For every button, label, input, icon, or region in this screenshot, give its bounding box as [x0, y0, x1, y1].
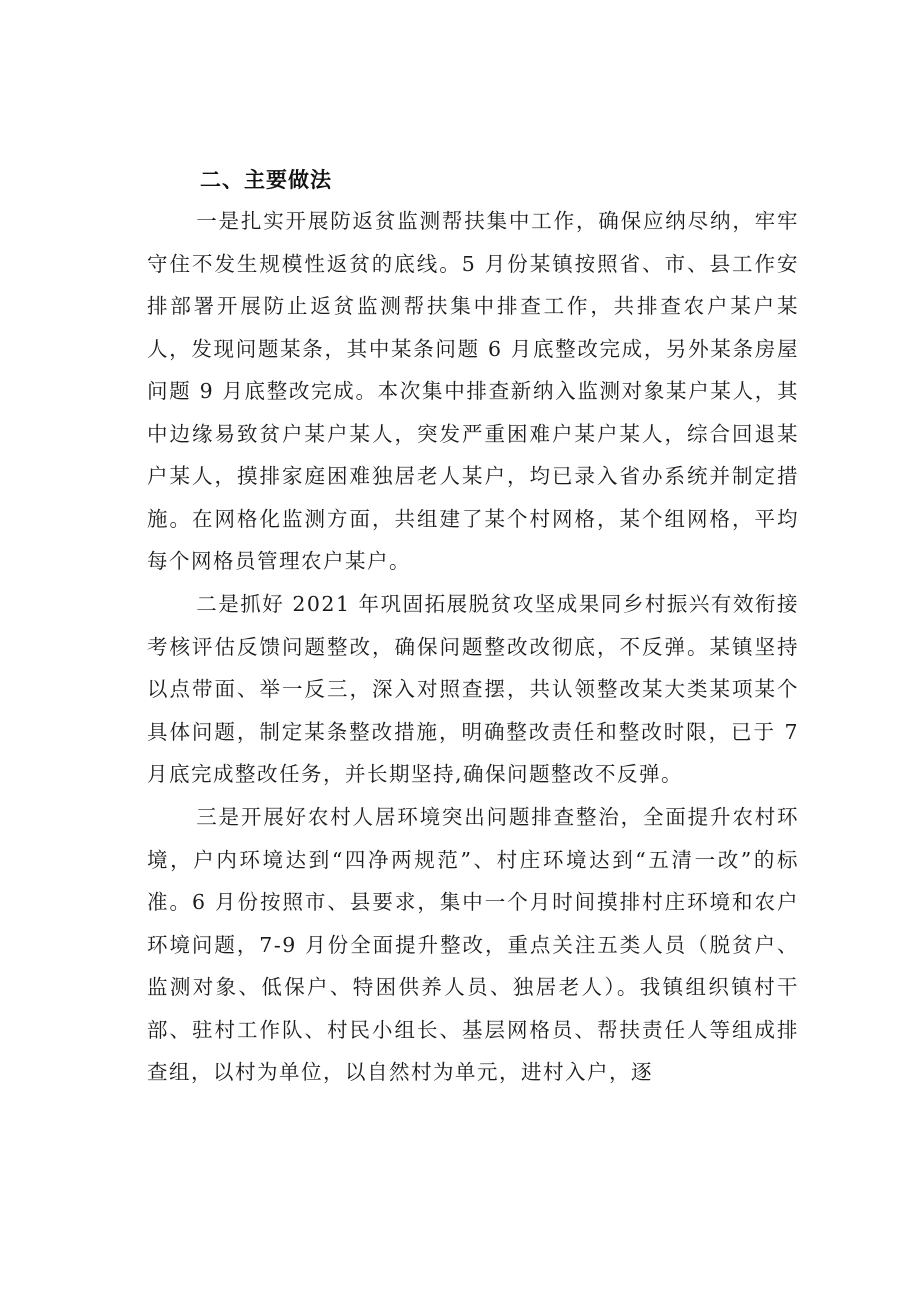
paragraph-monitoring: 一是扎实开展防返贫监测帮扶集中工作，确保应纳尽纳，牢牢守住不发生规模性返贫的底线。5 月份某镇按照省、市、县工作安排部署开展防止返贫监测帮扶集中排查工作，共排查农户某户某人，发现问题某条，其中某条问题 6 月底整改完成，另外某条房屋问题 9 月底整改完成。本次集中排查新纳入监测对象某户某人，其中边缘易致贫户某户某人，突发严重困难户某户某人，综合回退某户某人，摸排家庭困难独居老人某户，均已录入省办系统并制定措施。在网格化监测方面，共组建了某个村网格，某个组网格，平均每个网格员管理农户某户。 — [147, 209, 799, 573]
paragraph-environment: 三是开展好农村人居环境突出问题排查整治，全面提升农村环境，户内环境达到“四净两规范”、村庄环境达到“五清一改”的标准。6 月份按照市、县要求，集中一个月时间摸排村庄环境和农户环境问题，7-9 月份全面提升整改，重点关注五类人员（脱贫户、监测对象、低保户、特困供养人员、独居老人）。我镇组织镇村干部、驻村工作队、村民小组长、基层网格员、帮扶责任人等组成排查组，以村为单位，以自然村为单元，进村入户，逐 — [147, 805, 799, 1084]
section-heading: 二、主要做法 — [200, 168, 332, 192]
paragraph-rectification: 二是抓好 2021 年巩固拓展脱贫攻坚成果同乡村振兴有效衔接考核评估反馈问题整改，确保问题整改改彻底，不反弹。某镇坚持以点带面、举一反三，深入对照查摆，共认领整改某大类某项某个具体问题，制定某条整改措施，明确整改责任和整改时限，已于 7 月底完成整改任务，并长期坚持,确保问题整改不反弹。 — [147, 592, 799, 786]
